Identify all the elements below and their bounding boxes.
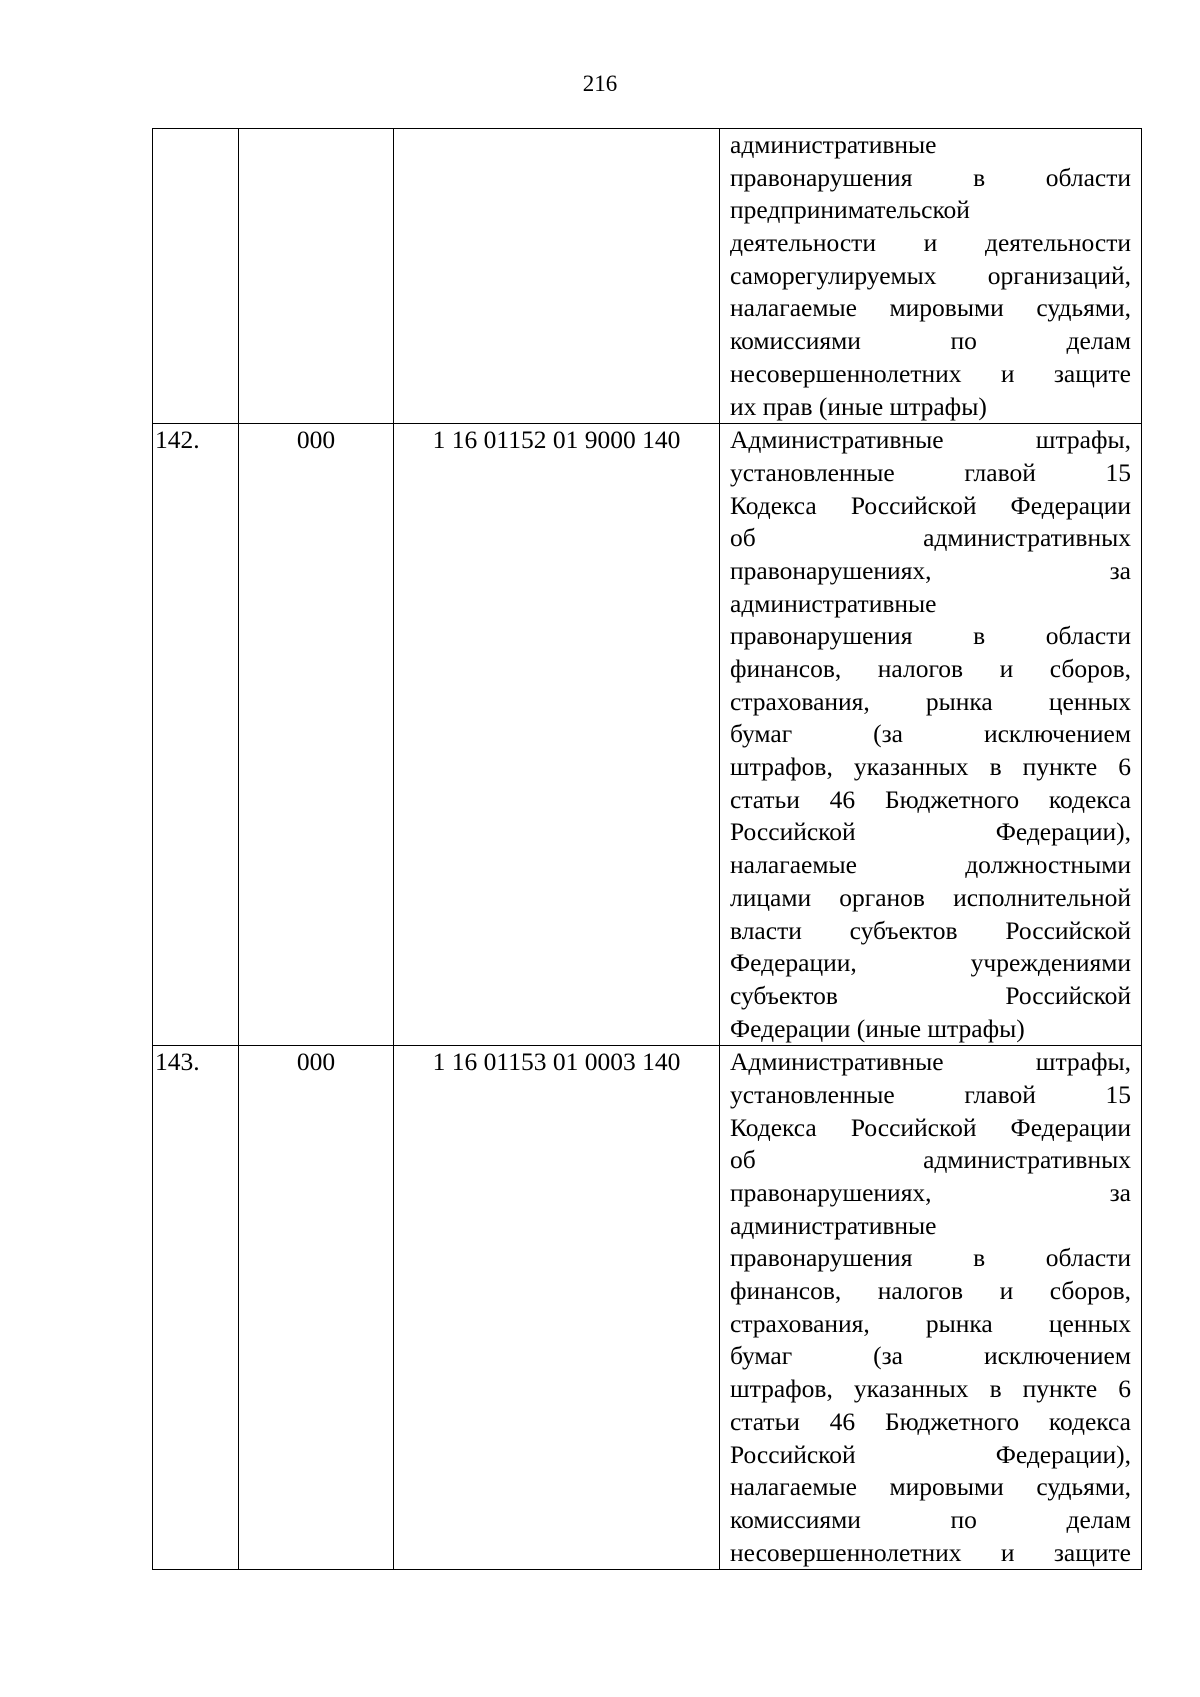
- description-line: деятельности и деятельности: [730, 228, 1131, 258]
- row-number-cell: [153, 424, 239, 1046]
- description-line: субъектов Российской: [730, 980, 1131, 1010]
- description-line: правонарушения в области: [730, 1243, 1131, 1273]
- page-number: 216: [582, 71, 618, 96]
- table-row: [153, 1046, 1142, 1570]
- description-cell: [720, 1046, 1142, 1570]
- description-line: лицами органов исполнительной: [730, 882, 1131, 912]
- table-row: [153, 129, 1142, 424]
- description-line: налагаемые мировыми судьями,: [730, 293, 1131, 323]
- description-line: установленные главой 15: [730, 1079, 1131, 1109]
- description-line: Российской Федерации),: [730, 817, 1131, 847]
- description-line: статьи 46 Бюджетного кодекса: [730, 784, 1131, 814]
- description-line: Административные штрафы,: [730, 425, 1131, 455]
- administrator-code: 000: [296, 425, 336, 455]
- description-line: бумаг (за исключением: [730, 719, 1131, 749]
- budget-classification-code: 1 16 01153 01 0003 140: [432, 1047, 681, 1077]
- budget-classification-code-cell: [394, 1046, 720, 1570]
- description-line: их прав (иные штрафы): [730, 391, 987, 421]
- description-line: об административных: [730, 523, 1131, 553]
- description-line: власти субъектов Российской: [730, 915, 1131, 945]
- description-line: несовершеннолетних и защите: [730, 1537, 1131, 1567]
- description-line: комиссиями по делам: [730, 326, 1131, 356]
- description-line: штрафов, указанных в пункте 6: [730, 1374, 1131, 1404]
- description-line: саморегулируемых организаций,: [730, 260, 1131, 290]
- description-line: Российской Федерации),: [730, 1439, 1131, 1469]
- description-line: финансов, налогов и сборов,: [730, 1276, 1131, 1306]
- description-line: об административных: [730, 1145, 1131, 1175]
- description-line: комиссиями по делам: [730, 1504, 1131, 1534]
- description-line: предпринимательской: [730, 195, 970, 225]
- description-line: страхования, рынка ценных: [730, 686, 1131, 716]
- description-line: статьи 46 Бюджетного кодекса: [730, 1406, 1131, 1436]
- description-line: налагаемые должностными: [730, 850, 1131, 880]
- budget-classification-code: 1 16 01152 01 9000 140: [432, 425, 681, 455]
- description-line: бумаг (за исключением: [730, 1341, 1131, 1371]
- description-line: административные: [730, 1210, 937, 1240]
- description-line: правонарушения в области: [730, 162, 1131, 192]
- description-line: правонарушениях, за: [730, 555, 1131, 585]
- table-row: [153, 424, 1142, 1046]
- administrator-code-cell: [239, 1046, 394, 1570]
- description-line: административные: [730, 588, 937, 618]
- description-line: правонарушения в области: [730, 621, 1131, 651]
- administrator-code-cell: [239, 129, 394, 424]
- row-number-cell: [153, 1046, 239, 1570]
- description-line: Федерации (иные штрафы): [730, 1013, 1025, 1043]
- description-line: налагаемые мировыми судьями,: [730, 1472, 1131, 1502]
- description-cell: [720, 129, 1142, 424]
- budget-codes-table: [152, 128, 1142, 1570]
- description-line: несовершеннолетних и защите: [730, 358, 1131, 388]
- description-line: Административные штрафы,: [730, 1047, 1131, 1077]
- description-line: Кодекса Российской Федерации: [730, 490, 1131, 520]
- description-line: штрафов, указанных в пункте 6: [730, 752, 1131, 782]
- budget-classification-code-cell: [394, 424, 720, 1046]
- description-line: Федерации, учреждениями: [730, 948, 1131, 978]
- administrator-code: 000: [296, 1047, 336, 1077]
- description-line: страхования, рынка ценных: [730, 1308, 1131, 1338]
- description-line: финансов, налогов и сборов,: [730, 654, 1131, 683]
- description-line: административные: [730, 130, 937, 159]
- row-number: 142.: [155, 425, 200, 455]
- row-number-cell: [153, 129, 239, 424]
- description-line: установленные главой 15: [730, 457, 1131, 487]
- administrator-code-cell: [239, 424, 394, 1046]
- row-number: 143.: [155, 1047, 200, 1077]
- budget-classification-code-cell: [394, 129, 720, 424]
- description-line: Кодекса Российской Федерации: [730, 1112, 1131, 1142]
- description-line: правонарушениях, за: [730, 1178, 1131, 1207]
- description-cell: [720, 424, 1142, 1046]
